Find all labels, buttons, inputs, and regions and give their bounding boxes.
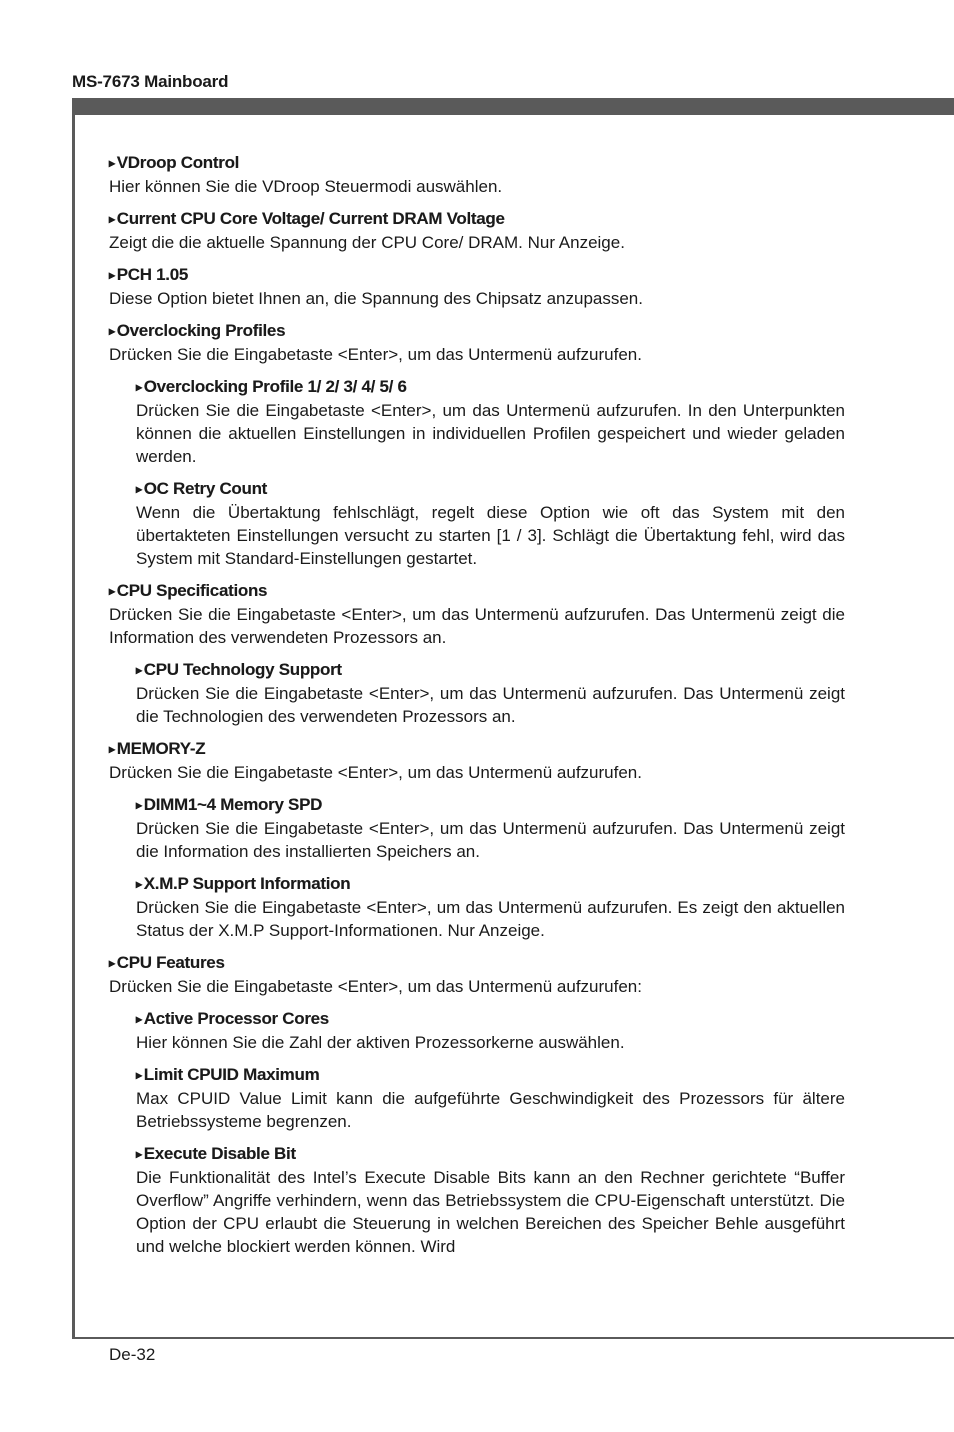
setting-title-text: OC Retry Count xyxy=(143,479,268,498)
setting-item xyxy=(109,737,845,784)
setting-item xyxy=(109,151,845,198)
sub-setting-item xyxy=(136,477,845,570)
sub-setting-item xyxy=(136,872,845,942)
setting-description: Drücken Sie die Eingabetaste <Enter>, um das Untermenü aufzurufen. Das Untermenü zeigt die Information des installierten Speichers an. xyxy=(136,819,845,861)
setting-title xyxy=(136,1142,845,1166)
bullet-triangle-icon: ▸ xyxy=(109,956,115,970)
bullet-triangle-icon: ▸ xyxy=(136,1147,142,1161)
setting-description: Drücken Sie die Eingabetaste <Enter>, um das Untermenü aufzurufen. xyxy=(109,345,642,364)
setting-description: Drücken Sie die Eingabetaste <Enter>, um das Untermenü aufzurufen. Das Untermenü zeigt die Information des verwendeten Prozessors an. xyxy=(109,605,845,647)
setting-title-text: CPU Technology Support xyxy=(143,660,342,679)
setting-title xyxy=(109,207,845,231)
bullet-triangle-icon: ▸ xyxy=(109,324,115,338)
setting-description: Drücken Sie die Eingabetaste <Enter>, um das Untermenü aufzurufen. Es zeigt den aktuellen Status der X.M.P Support-Informationen. Nur Anzeige. xyxy=(136,898,845,940)
sub-setting-item xyxy=(136,1142,845,1258)
setting-description: Drücken Sie die Eingabetaste <Enter>, um das Untermenü aufzurufen: xyxy=(109,977,642,996)
bullet-triangle-icon: ▸ xyxy=(136,1068,142,1082)
setting-title xyxy=(136,793,845,817)
bullet-triangle-icon: ▸ xyxy=(136,1012,142,1026)
setting-title xyxy=(136,872,845,896)
manual-content xyxy=(109,151,845,1267)
setting-title xyxy=(109,319,845,343)
setting-title-text: MEMORY-Z xyxy=(116,739,206,758)
bullet-triangle-icon: ▸ xyxy=(109,584,115,598)
header-bar xyxy=(72,98,954,115)
setting-title xyxy=(136,375,845,399)
setting-title-text: DIMM1~4 Memory SPD xyxy=(143,795,323,814)
setting-title xyxy=(109,151,845,175)
sub-setting-item xyxy=(136,793,845,863)
left-margin-rule xyxy=(72,98,75,1339)
setting-title-text: Active Processor Cores xyxy=(143,1009,329,1028)
setting-title-text: PCH 1.05 xyxy=(116,265,189,284)
setting-title-text: Overclocking Profiles xyxy=(116,321,286,340)
bullet-triangle-icon: ▸ xyxy=(109,156,115,170)
bullet-triangle-icon: ▸ xyxy=(136,798,142,812)
setting-title xyxy=(109,737,845,761)
bullet-triangle-icon: ▸ xyxy=(109,742,115,756)
setting-description: Hier können Sie die VDroop Steuermodi auswählen. xyxy=(109,177,503,196)
footer-rule xyxy=(72,1337,954,1339)
setting-title-text: CPU Features xyxy=(116,953,225,972)
setting-title xyxy=(109,951,845,975)
sub-setting-item xyxy=(136,375,845,468)
setting-item xyxy=(109,263,845,310)
bullet-triangle-icon: ▸ xyxy=(109,212,115,226)
setting-title xyxy=(136,477,845,501)
setting-title-text: VDroop Control xyxy=(116,153,240,172)
setting-title-text: X.M.P Support Information xyxy=(143,874,351,893)
setting-description: Wenn die Übertaktung fehlschlägt, regelt diese Option wie oft das System mit den übertakteten Einstellungen versucht zu starten [1 / 3]. Schlägt die Übertaktung fehl, wird das System mit Standard-Einstellungen gestartet. xyxy=(136,503,845,568)
sub-setting-item xyxy=(136,1007,845,1054)
setting-title-text: Current CPU Core Voltage/ Current DRAM Voltage xyxy=(116,209,505,228)
bullet-triangle-icon: ▸ xyxy=(136,380,142,394)
page-number: De-32 xyxy=(109,1345,156,1364)
setting-description: Diese Option bietet Ihnen an, die Spannung des Chipsatz anzupassen. xyxy=(109,289,643,308)
setting-description: Drücken Sie die Eingabetaste <Enter>, um das Untermenü aufzurufen. Das Untermenü zeigt die Technologien des verwendeten Prozessors an. xyxy=(136,684,845,726)
bullet-triangle-icon: ▸ xyxy=(136,663,142,677)
setting-description: Hier können Sie die Zahl der aktiven Prozessorkerne auswählen. xyxy=(136,1033,625,1052)
bullet-triangle-icon: ▸ xyxy=(136,482,142,496)
setting-item xyxy=(109,207,845,254)
setting-item xyxy=(109,951,845,998)
setting-title-text: CPU Specifications xyxy=(116,581,268,600)
setting-description: Drücken Sie die Eingabetaste <Enter>, um das Untermenü aufzurufen. In den Unterpunkten können die aktuellen Einstellungen in individuellen Profilen gespeichert und wieder geladen werden. xyxy=(136,401,845,466)
setting-description: Zeigt die die aktuelle Spannung der CPU Core/ DRAM. Nur Anzeige. xyxy=(109,233,625,252)
setting-title xyxy=(136,1007,845,1031)
setting-title xyxy=(109,263,845,287)
setting-title xyxy=(109,579,845,603)
bullet-triangle-icon: ▸ xyxy=(136,877,142,891)
setting-title-text: Execute Disable Bit xyxy=(143,1144,296,1163)
setting-description: Die Funktionalität des Intel’s Execute Disable Bits kann an den Rechner gerichtete “Buffer Overflow” Angriffe verhindern, wenn das Betriebssystem die CPU-Eigenschaft unterstützt. Die Option der CPU erlaubt die Steuerung in welchen Bereichen des Speicher Behle ausgeführt und welche blockiert werden können. Wird xyxy=(136,1168,845,1256)
setting-item xyxy=(109,319,845,366)
setting-title-text: Overclocking Profile 1/ 2/ 3/ 4/ 5/ 6 xyxy=(143,377,407,396)
setting-title xyxy=(136,658,845,682)
sub-setting-item xyxy=(136,1063,845,1133)
page-header-title: MS-7673 Mainboard xyxy=(72,72,229,91)
setting-description: Drücken Sie die Eingabetaste <Enter>, um das Untermenü aufzurufen. xyxy=(109,763,642,782)
bullet-triangle-icon: ▸ xyxy=(109,268,115,282)
sub-setting-item xyxy=(136,658,845,728)
setting-title xyxy=(136,1063,845,1087)
setting-description: Max CPUID Value Limit kann die aufgeführte Geschwindigkeit des Prozessors für ältere Betriebssysteme begrenzen. xyxy=(136,1089,845,1131)
setting-title-text: Limit CPUID Maximum xyxy=(143,1065,320,1084)
setting-item xyxy=(109,579,845,649)
